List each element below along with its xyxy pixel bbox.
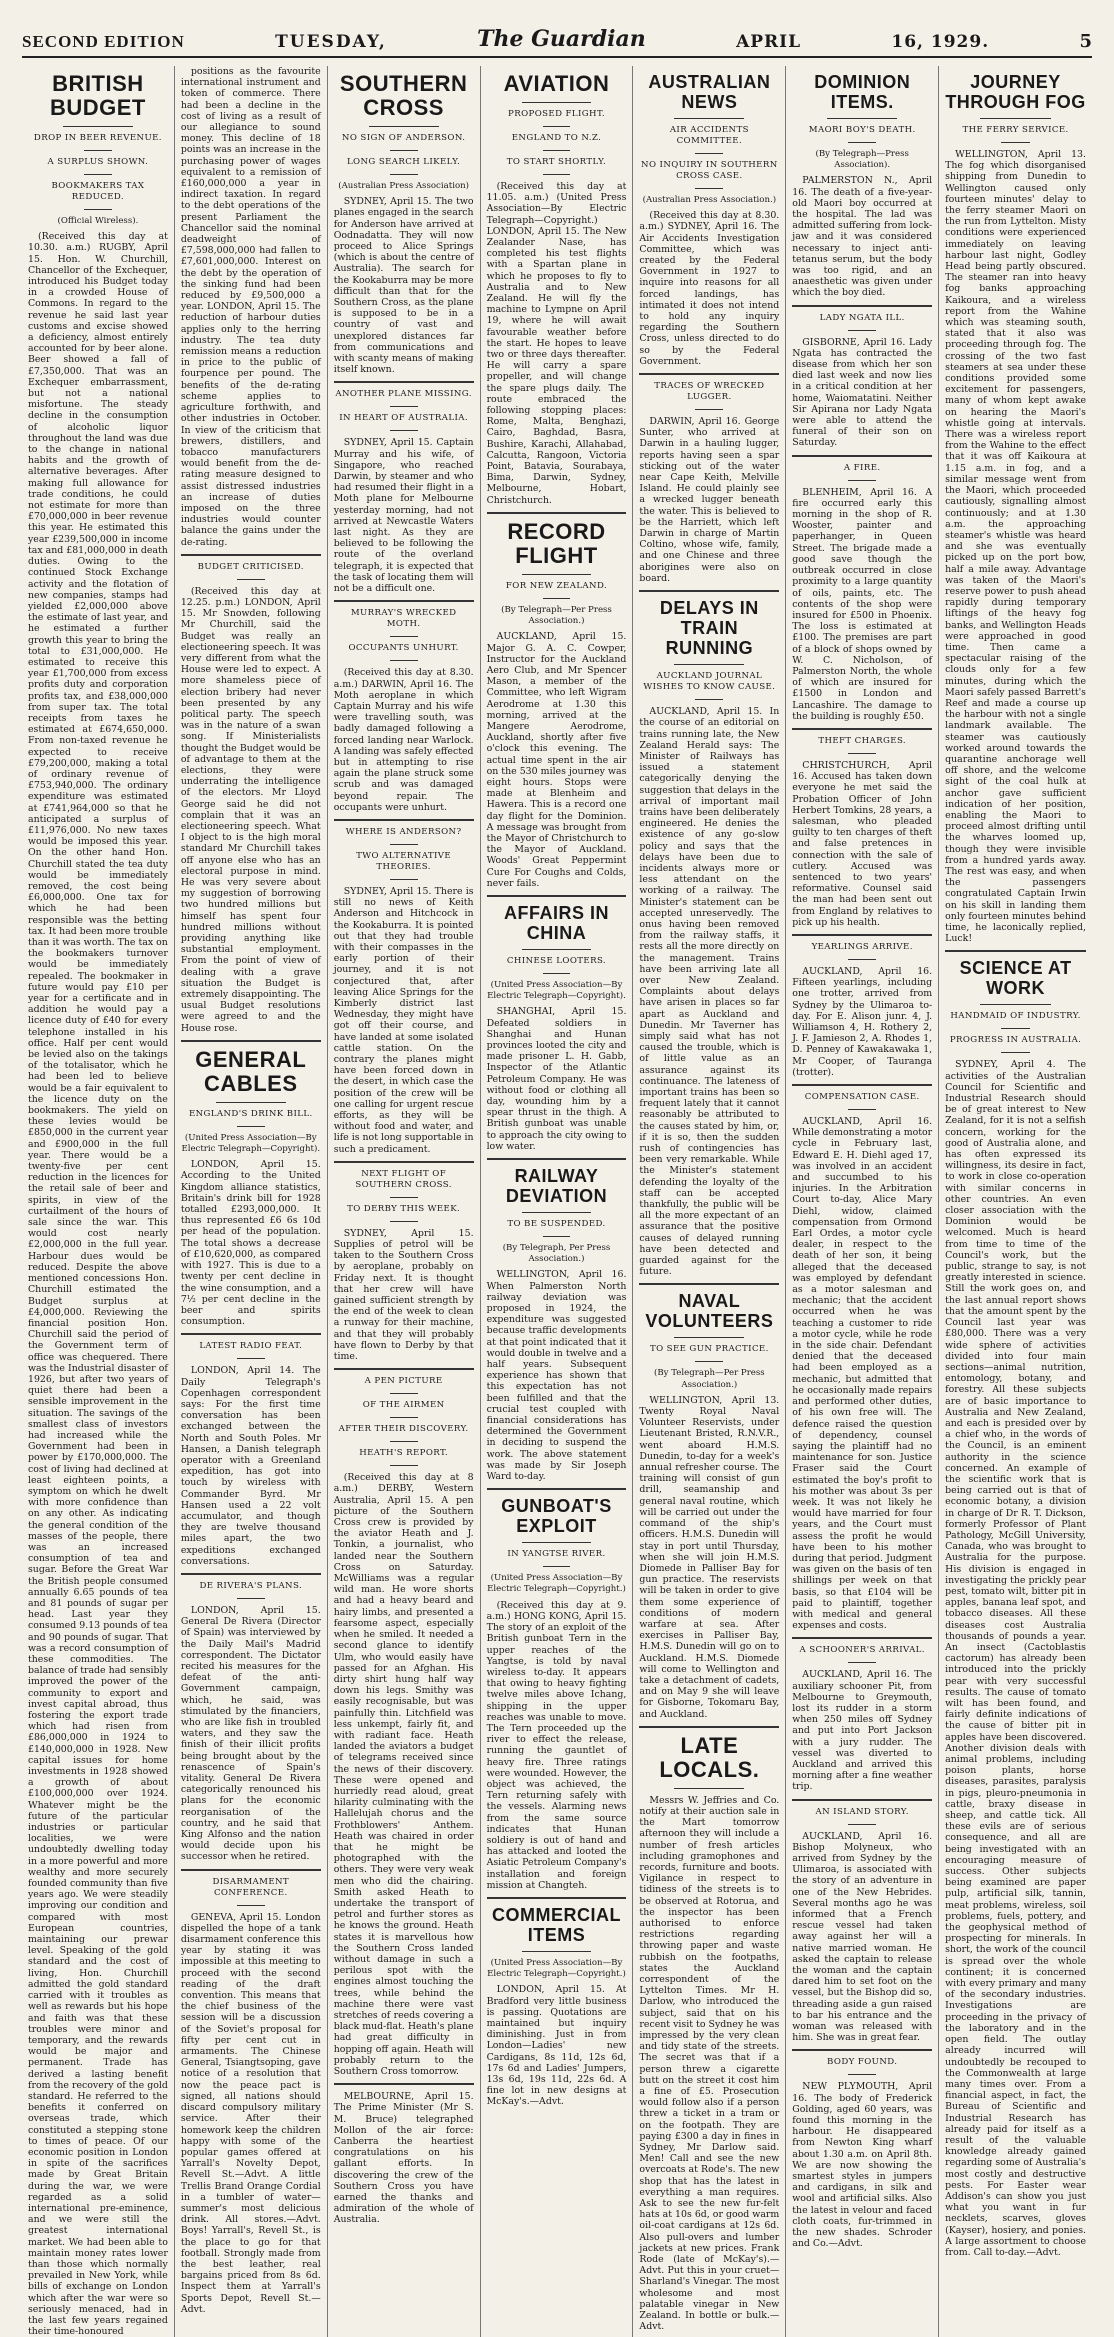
divider bbox=[390, 1465, 418, 1466]
article-subheading: NO INQUIRY IN SOUTHERN CROSS CASE. bbox=[641, 160, 778, 181]
article-headline: SOUTHERN CROSS bbox=[339, 71, 468, 120]
article-subheading: ANOTHER PLANE MISSING. bbox=[335, 389, 472, 400]
article-subheading: MAORI BOY'S DEATH. bbox=[808, 125, 916, 135]
divider bbox=[695, 1361, 723, 1362]
divider bbox=[390, 1197, 418, 1198]
article-subheading: ENGLAND'S DRINK BILL. bbox=[188, 1108, 313, 1119]
divider bbox=[848, 480, 876, 481]
article-subheading: PROPOSED FLIGHT. bbox=[508, 109, 605, 119]
article-divider bbox=[334, 381, 474, 383]
divider bbox=[84, 209, 112, 210]
column-2 bbox=[175, 66, 328, 2337]
article-source: (By Telegraph—Per Press Association.) bbox=[653, 1368, 765, 1390]
article-headline: SCIENCE AT WORK bbox=[959, 958, 1072, 999]
article-text: GENEVA, April 15. London dispelled the hope of a tank disarmament conference this year by stating it was impossible at this meeting to proceed with the second reading of the draft convention. This means that the chief business of the session will be a discussion of the Soviet's proposal for fifty per cent cut in armaments. The Chinese General, Tsiangtsoping, gave notice of a resolution that now the peace pact is signed, all nations should discard compulsory military service. After their homework keep the children happy with some of the popular games offered at Yarrall's Novelty Depot, Revell St.—Advt. A little Trellis Brand Orange Cordial in a tumbler of water—summer's most delicious drink. All stores.—Advt. Boys! Yarrall's, Revell St., is the place to go for that football. Strongly made from the best leather, real bargains priced from 8s 6d. Inspect them at Yarrall's Sports Depot, Revell St.—Advt. bbox=[180, 1911, 321, 2315]
article-divider bbox=[639, 373, 779, 375]
divider bbox=[390, 174, 418, 175]
article-body bbox=[28, 231, 168, 2337]
divider bbox=[390, 1417, 418, 1418]
article-body bbox=[487, 1006, 627, 1152]
article-body bbox=[334, 667, 474, 813]
article bbox=[181, 1341, 321, 1575]
article-text: WELLINGTON, April 13. The fog which disorganised shipping from Dunedin to Wellington caused only fourteen minutes' delay to the ferry steamer Maori on the run from Lyttelton. Misty conditions were experienced immediately on leaving harbour last night, Godley Head being partly obscured. The steamer ran into heavy fog banks approaching Kaikoura, and a wireless report from the Wahine which was steaming south, stated that it also was proceeding through fog. The crossing of the two fast steamers at sea under these conditions provided some excitement for passengers, many of whom kept awake on hearing the Maori's whistle going at intervals. There was a wireless report from the Wahine to the effect that it was off Kaikoura at 1.15 a.m. in fog, and a similar message went from the Maori, which proceeded cautiously, signalling almost continuously; and at 1.30 a.m. the approaching steamer's whistle was heard and she was eventually picked up on the port bow, half a mile away. Advantage was taken of the Maori's reserve power to push ahead rapidly during temporary liftings of the heavy fog banks, and Wellington Heads were approached in good time. Then came a spectacular raising of the clouds only for a few minutes, during which the Maori safely passed Barrett's Reef and made a course up the harbour with not a single landmark available. The steamer was cautiously worked around towards the quarantine anchorage well off shore, and the welcome sight of the coal hulk at anchor gave sufficient indication of her position, enabling the Maori to proceed almost drifting until the wharves loomed up, though they were invisible from a hundred yards away. The rest was easy, and when the passengers congratulated Captain Irwin on his skill in landing them only fourteen minutes behind time, he laconically replied, Luck! bbox=[945, 149, 1086, 945]
article bbox=[639, 1734, 779, 2333]
article bbox=[639, 72, 779, 375]
article-text: SYDNEY, April 4. The activities of the Australian Council for Scientific and Industrial Research should be of great interest to New Zealand, for it is not a selfish concern, working for the good of Australia alone, and has often expressed its willingness, its desire in fact, to work in close co-operation with similar concerns in other countries. An even closer association with the Dominion would be welcomed. Much is heard from time to time of the Council's work, but the public, strange to say, is not greatly interested in science. Still the work goes on, and the last annual report shows that the amount spent by the Council last year was £80,000. There was a very wide sphere of activities divided into four main sections—animal nutrition, entomology, botany, and forestry. All these subjects are of basic importance to Australia and New Zealand, and each is presided over by a chief who, in the words of the Council, is an eminent authority in the science concerned. An example of the scientific work that is being carried out is that of economic botany, a division in charge of Dr R. T. Dickson, formerly Professor of Plant Pathology, McGill University, Canada, who was brought to Australia for the purpose. His division is engaged in investigating the prickly pear pest, tomato wilt, bitter pit in apples, banana leaf spot, and tobacco diseases. All these diseases cost Australia thousands of pounds a year. An insect (Cactoblastis cactorum) has already been introduced into the prickly pear with very successful results. The cause of tomato wilt has been found, and fairly definite indications of the cause of bitter pit in apples have been discovered. Another division deals with animal problems, including poison plants, horse diseases, parasites, paralysis in pigs, pleuro-pneumonia in cattle, braxy disease in sheep, and cattle tick. All these evils are of serious consequence, and all are being investigated with an encouraging measure of success. Other subjects being examined are paper pulp, artificial silk, tannin, meat problems, wireless, soil problems, fuels, pottery, and the geophysical method of prospecting for minerals. In short, the work of the council is spread over the whole continent; it is concerned with every primary and many of the secondary industries. Investigations are proceeding in the privacy of the laboratory and in the open field. The outlay already incurred will undoubtedly be recouped to the Commonwealth at large many times over. From a financial aspect, in fact, the Bureau of Scientific and Industrial Research has already paid for itself as a result of the valuable knowledge already gained regarding some of Australia's most costly and destructive pests. For Easter wear Addison's can show you just what you want in fur necklets, scarves, gloves (Kayser), hosiery, and ponies. A large assortment to choose from. Call to-day.—Advt. bbox=[945, 1059, 1086, 2258]
article-subheading: DROP IN BEER REVENUE. bbox=[33, 133, 162, 143]
article-subheading: TRACES OF WRECKED LUGGER. bbox=[654, 381, 765, 403]
article bbox=[487, 903, 627, 1160]
article-text: PALMERSTON N., April 16. The death of a five-year-old Maori boy occurred at the hospital. The lad was admitted suffering from lock-jaw and it was considered necessary to inject anti-tetanus serum, but the body was too rigid, and an anaesthetic was given under which the boy died. bbox=[792, 175, 933, 299]
article-subheading: HEATH'S REPORT. bbox=[359, 1448, 449, 1459]
article-body bbox=[334, 886, 474, 1155]
article-body bbox=[487, 631, 627, 889]
article-subheading: COMPENSATION CASE. bbox=[804, 1092, 920, 1103]
article-source: (Official Wireless). bbox=[57, 216, 139, 226]
article-text: WELLINGTON, April 16. When Palmerston North railway deviation was proposed in 1924, the expenditure was suggested because traffic developments at that point indicated that it would double in twelve and a half years. Subsequent experience has shown that this expectation has not been fulfilled and that the crucial test coupled with financial considerations has determined the Government in deciding to suspend the work. The above statement was made by Sir Joseph Ward to-day. bbox=[486, 1269, 627, 1483]
divider bbox=[695, 153, 723, 154]
article-text: AUCKLAND, April 16. While demonstrating a motor cycle in February last, Edward E. H. Diehl aged 17, was involved in an accident and succumbed to his injuries. In the Arbitration Court to-day, Alice Mary Diehl, widow, claimed compensation from Ormond Earl Ordes, a motor cycle dealer, in respect to the death of her son, it being alleged that the deceased was employed by defendant as a motor salesman and mechanic; that the accident occurred when he was teaching a customer to ride a motor cycle, while he rode in the side chair. Defendant denied that the deceased had been employed as a mechanic, but admitted that he occasionally made repairs and performed other duties, of his own free will. The defence raised the question of dependency, counsel saying the plaintiff had no maintenance for son. Justice Fraser said the Court estimated the boy's profit to his mother was about 3s per week. It was not likely he would have married for four years, and the Court must assess the profit he would have been to his mother during that period. Judgment was given on the basis of ten shillings per week on that basis, so that £104 will be paid to plaintiff, together with medical and general expenses and costs. bbox=[792, 1116, 933, 1632]
article-body bbox=[792, 1669, 932, 1792]
column-4 bbox=[481, 66, 634, 2337]
article-text: SYDNEY, April 15. Captain Murray and his wife, of Singapore, who reached Darwin, by steamer and who had resumed their flight in a Moth plane for Melbourne yesterday morning, had not arrived at Newcastle Waters last night. As they are believed to be following the route of the overland telegraph, it is expected that the task of locating them will not be a difficult one. bbox=[333, 437, 474, 595]
article-divider bbox=[334, 600, 474, 602]
article bbox=[487, 1905, 627, 2108]
article-text: DARWIN, April 16. George Sunter, who arrived at Darwin in a hauling lugger, reports having seen a spar sticking out of the water near Cape Keith, Melville Island. He could plainly see a wrecked lugger beneath the water. This is believed to be the Harriett, which left Darwin in charge of Martin Coltino, whose wife, family, and one Chinese and three aborigines were also on board. bbox=[639, 416, 780, 584]
article-text: (Received this day at 8.30. a.m.) SYDNEY, April 16. The Air Accidents Investigation Committee, which was created by the Federal Government in 1927 to inquire into reasons for all forced landings, has intimated it does not intend to hold any inquiry regarding the Southern Cross, unless directed to do so by the Federal Government. bbox=[639, 210, 780, 367]
article-source: (By Telegraph, Per Press Association.) bbox=[502, 1243, 611, 1265]
article-text: SYDNEY, April 15. There is still no news of Keith Anderson and Hitchcock in the Kookaburra. It is pointed out that they had trouble with their compasses in the early portion of their journey, and it is not conjectured that, after leaving Alice Springs for the Kimberly district last Wednesday, they might have got off their course, and have landed at some isolated cattle station. On the contrary the planes might have been forced down in the desert, in which case the position of the crew will be one calling for urgent rescue efforts, as they will be without food and water, and life is not long supportable in such a predicament. bbox=[333, 885, 474, 1155]
article-body bbox=[792, 2081, 932, 2249]
article-text: (Received this day at 8.30. a.m.) DARWIN, April 16. The Moth aeroplane in which Captain Murray and his wife were travelling south, was badly damaged following a forced landing near Warlock. A landing was safely effected but in attempting to rise again the plane struck some scrub and was damaged beyond repair. The occupants were unhurt. bbox=[333, 667, 474, 813]
article bbox=[945, 72, 1086, 952]
article-body bbox=[181, 1159, 321, 1327]
article-text: NEW PLYMOUTH, April 16. The body of Frederick Golding, aged 60 years, was found this morning in the harbour. He disappeared from Newton King wharf about 1.30 a.m. on April 8th. We are now showing the smartest styles in jumpers and cardigans, in silk and wool and artificial silks. Also the latest in velour and faced cloth coats, fur-trimmed in the new shades. Schroder and Co.—Advt. bbox=[792, 2081, 933, 2250]
divider bbox=[674, 664, 744, 665]
article-source: (United Press Association—By Electric Telegraph—Copyright). bbox=[487, 979, 626, 1002]
article-divider bbox=[334, 1161, 474, 1163]
day-label: TUESDAY, bbox=[275, 32, 387, 52]
article-subheading: AN ISLAND STORY. bbox=[815, 1806, 909, 1817]
article-subheading: OF THE AIRMEN bbox=[362, 1400, 445, 1411]
article-subheading: LADY NGATA ILL. bbox=[819, 312, 905, 323]
article-divider bbox=[487, 512, 627, 514]
article-text: WELLINGTON, April 13. Twenty Royal Naval Volunteer Reservists, under Lieutenant Bristed, R.N.V.R., went aboard H.M.S. Dunedin, to-day for a week's annual refresher course. The training will consist of gun drill, seamanship and general naval routine, which will be carried out under the command of the ship's officers. H.M.S. Dunedin will stay in port until Thursday, when she will join H.M.S. Diomede in Palliser Bay for gun practice. The reservists will be taken in order to give them some experience of conditions of modern warfare at sea. After exercises in Palliser Bay, H.M.S. Dunedin will go on to Auckland. H.M.S. Diomede will come to Wellington and take a detachment of cadets, and on May 9 she will leave for Gisborne, Tokomaru Bay, and Auckland. bbox=[639, 1394, 780, 1720]
divider bbox=[216, 1102, 286, 1103]
article-subheading: IN HEART OF AUSTRALIA. bbox=[339, 413, 468, 424]
article-body bbox=[181, 586, 321, 1034]
divider bbox=[848, 142, 876, 143]
article bbox=[487, 1496, 627, 1899]
divider bbox=[522, 574, 592, 575]
article-subheading: MURRAY'S WRECKED MOTH. bbox=[350, 608, 457, 630]
article-divider bbox=[639, 590, 779, 592]
divider bbox=[522, 1951, 592, 1952]
article-body bbox=[639, 210, 779, 367]
article-divider bbox=[181, 1869, 321, 1871]
article-source: (Australian Press Association.) bbox=[642, 195, 777, 205]
column-7 bbox=[939, 66, 1092, 2337]
article-subheading: YEARLINGS ARRIVE. bbox=[811, 941, 913, 952]
divider bbox=[543, 973, 571, 974]
article-text: LONDON, April 15. At Bradford very little business is passing. Quotations are maintained but inquiry diminishing. Just in from London—Ladies' new Cardigans, 8s 11d, 12s 6d, 17s 6d and Ladies' Jumpers, 13s 6d, 19s 11d, 22s 6d. A fine lot in new designs at McKay's.—Advt. bbox=[486, 1984, 627, 2108]
article-body bbox=[334, 2091, 474, 2225]
article-text: SYDNEY, April 15. Supplies of petrol will be taken to the Southern Cross by aeroplane, probably on Friday next. It is thought that her crew will have gained sufficient strength by the end of the week to clean a runway for their machine, and that they will probably have flown to Derby by that time. bbox=[333, 1227, 474, 1363]
divider bbox=[390, 636, 418, 637]
month-label: APRIL bbox=[736, 32, 802, 52]
divider bbox=[848, 1662, 876, 1663]
article-subheading: IN YANGTSE RIVER. bbox=[507, 1549, 606, 1560]
divider bbox=[848, 1824, 876, 1825]
article bbox=[181, 1048, 321, 1335]
divider bbox=[848, 753, 876, 754]
article-text: AUCKLAND, April 15. Major G. A. C. Cowper, Instructor for the Auckland Aero Club, and Mr Spencer Mason, a member of the Committee, who left Wigram Aerodrome at 1.30 this morning, arrived at the Mangere Aerodrome, Auckland, shortly after five o'clock this evening. The actual time spent in the air on the 530 miles journey was eight hours. Stops were made at Blenheim and Hawera. This is a record one day flight for the Dominion. A message was brought from the Mayor of Christchurch to the Mayor of Auckland. Woods' Great Peppermint Cure For Coughs and Colds, never fails. bbox=[486, 631, 627, 889]
article-subheading: BODY FOUND. bbox=[827, 2057, 898, 2068]
article-subheading: DE RIVERA'S PLANS. bbox=[199, 1580, 303, 1591]
article-headline: COMMERCIAL ITEMS bbox=[491, 1904, 621, 1945]
article-subheading: TO START SHORTLY. bbox=[506, 157, 607, 167]
article-subheading: CHINESE LOOTERS. bbox=[506, 955, 607, 966]
article-body bbox=[334, 196, 474, 375]
article bbox=[334, 827, 474, 1163]
article-body bbox=[334, 437, 474, 594]
paper-logo: The Guardian bbox=[477, 26, 646, 52]
divider bbox=[848, 959, 876, 960]
edition-label: SECOND EDITION bbox=[22, 32, 185, 51]
article-headline: RECORD FLIGHT bbox=[507, 518, 606, 568]
article-headline: GENERAL CABLES bbox=[195, 1046, 307, 1096]
article bbox=[792, 72, 932, 307]
article-subheading: AUCKLAND JOURNAL WISHES TO KNOW CAUSE. bbox=[643, 671, 776, 693]
article bbox=[792, 463, 932, 730]
article-subheading: NO SIGN OF ANDERSON. bbox=[341, 133, 466, 143]
article-divider bbox=[181, 554, 321, 556]
divider bbox=[237, 1358, 265, 1359]
article-divider bbox=[334, 1368, 474, 1370]
article-body bbox=[945, 149, 1086, 944]
article-text: CHRISTCHURCH, April 16. Accused has taken down everyone he met said the Probation Officer of John Herbert Tomkins, 28 years, a salesman, who pleaded guilty to ten charges of theft and false pretences in connection with the sale of cutlery. Accused was sentenced to two years' reformative. Counsel said the man had been sent out from England by relatives to pick up his health. bbox=[792, 759, 933, 928]
article-divider bbox=[792, 2049, 932, 2051]
article-divider bbox=[792, 728, 932, 730]
article-subheading: NEXT FLIGHT OF SOUTHERN CROSS. bbox=[355, 1168, 452, 1190]
article-divider bbox=[487, 1158, 627, 1160]
article-text: MELBOURNE, April 15. The Prime Minister (Mr S. M. Bruce) telegraphed Mollon of the air force: Canberra the heartiest congratulations on his gallant efforts. In discovering the crew of the Southern Cross you have earned the thanks and admiration of the whole of Australia. bbox=[333, 2091, 474, 2226]
article-subheading: A FIRE. bbox=[843, 462, 881, 473]
article-headline: NAVAL VOLUNTEERS bbox=[645, 1291, 774, 1332]
divider bbox=[522, 1212, 592, 1213]
article-divider bbox=[181, 1573, 321, 1575]
divider bbox=[543, 126, 571, 127]
article-body bbox=[639, 1795, 779, 2333]
article-divider bbox=[792, 934, 932, 936]
divider bbox=[390, 844, 418, 845]
article-divider bbox=[334, 2083, 474, 2085]
article-body bbox=[181, 1605, 321, 1863]
article-subheading: DISARMAMENT CONFERENCE. bbox=[212, 1876, 290, 1898]
divider bbox=[237, 1905, 265, 1906]
article-subheading: OCCUPANTS UNHURT. bbox=[348, 643, 459, 654]
article bbox=[334, 72, 474, 383]
divider bbox=[522, 1542, 592, 1543]
divider bbox=[522, 949, 592, 950]
date-label: 16, 1929. bbox=[891, 32, 990, 52]
article-text: (Received this day at 11.05. a.m.) (United Press Association—By Electric Telegraph—Copyright.) LONDON, April 15. The New Zealander Nase, has completed his test flights with a Spartan plane in which he proposes to fly to Australia and to New Zealand. He will fly the machine to Lympne on April 19, where he will await favourable weather before the start. He hopes to leave two or three days thereafter. He will carry a spare propeller, and will change the spare plugs daily. The route embraced the following stopping places: Rome, Malta, Benghazi, Cairo, Baghdad, Basra, Bushire, Karachi, Allahabad, Calcutta, Rangoon, Victoria Point, Batavia, Sourabaya, Bima, Darwin, Sydney, Melbourne, Hobart, Christchurch. bbox=[486, 181, 627, 506]
divider bbox=[674, 1788, 744, 1789]
article-divider bbox=[487, 1897, 627, 1899]
article-text: LONDON, April 15. According to the United Kingdom alliance statistics, Britain's drink bill for 1928 totalled £293,000,000. It thus represented £6 6s 10d per head of the population. The total shows a decrease of £10,620,000, as compared with 1927. This is due to a twenty per cent decline in the wine consumption, and a 7½ per cent decline in the beer and spirits consumption. bbox=[180, 1159, 321, 1328]
article-headline: DOMINION ITEMS. bbox=[814, 72, 911, 112]
article bbox=[181, 1877, 321, 2315]
article-text: LONDON, April 15. General De Rivera (Director of Spain) was interviewed by the Daily Mail's Madrid correspondent. The Dictator recited his measures for the defeat of the anti-Government campaign, which, he said, was stimulated by the financiers, who are like fish in troubled waters, and they saw the finish of their illicit profits being brought about by the renascence of Spain's vitality. General De Rivera categorically renounced his plans for the economic reorganisation of the country, and he said that King Alfonso and the nation would decide upon his successor when he retired. bbox=[180, 1604, 321, 1863]
article-subheading: LATEST RADIO FEAT. bbox=[199, 1341, 303, 1352]
divider bbox=[695, 699, 723, 700]
divider bbox=[827, 118, 897, 119]
article bbox=[487, 72, 627, 514]
article-subheading: AFTER THEIR DISCOVERY. bbox=[338, 1424, 469, 1435]
article-headline: DELAYS IN TRAIN RUNNING bbox=[659, 598, 759, 659]
article-body bbox=[792, 487, 932, 722]
article-subheading: BOOKMAKERS TAX REDUCED. bbox=[51, 181, 145, 202]
article-source: (By Telegraph—Per Press Association.) bbox=[501, 604, 612, 627]
article-headline: AFFAIRS IN CHINA bbox=[503, 902, 609, 943]
article bbox=[639, 1291, 779, 1727]
divider bbox=[848, 330, 876, 331]
article-headline: GUNBOAT'S EXPLOIT bbox=[501, 1496, 612, 1537]
article-divider bbox=[487, 1488, 627, 1490]
article-subheading: FOR NEW ZEALAND. bbox=[505, 580, 608, 591]
article-divider bbox=[639, 1726, 779, 1728]
article-subheading: A SCHOONER'S ARRIVAL. bbox=[799, 1645, 925, 1656]
divider bbox=[695, 409, 723, 410]
divider bbox=[237, 579, 265, 580]
article-headline: RAILWAY DEVIATION bbox=[505, 1166, 608, 1207]
column-6 bbox=[786, 66, 939, 2337]
article-text: (Received this day at 8 a.m.) DERBY, Western Australia, April 15. A pen picture of the Southern Cross crew is provided by the aviator Heath and J. Tonkin, a journalist, who landed near the Southern Cross on Saturday. McWilliams was a regular wild man. He wore shorts and had a heavy beard and hairy limbs, and presented a fearsome aspect, especially when he smiled. It needed a second glance to identify Ulm, who would easily have passed for an Afghan. His dirty shirt hung half way down his legs. Smithy was easily recognisable, but was painfully thin. Litchfield was less unkempt, fairly fit, and with radiant face. Heath landed the aviators a budget of telegrams received since the news of their discovery. These were opened and hurriedly read aloud, great hilarity culminating with the Hallelujah chorus and the Frothblowers' Anthem. Heath was chaired in order that he might be photographed with the others. They were very weak men who did the chairing. Smith asked Heath to undertake the transport of petrol and further stores as he knows the ground. Heath states it is marvellous how the Southern Cross landed without damage in such a perilous spot with the engines almost touching the trees, while behind the machine there were vast stretches of reeds covering a black mud-flat. Heath's plane had great difficulty in hopping off again. Heath will probably return to the Southern Cross tomorrow. bbox=[333, 1472, 474, 2078]
article-text: AUCKLAND, April 15. In the course of an editorial on trains running late, the New Zealand Herald says: The Minister of Railways has issued a statement categorically denying the suggestion that delays in the arrival of important mail trains have been deliberately engineered. He denies the existence of any go-slow policy and says that the delays have been due to incidents always more or less attendant on the working of a railway. The Minister's statement can be accepted unreservedly. The onus having been removed from the railway staffs, it rests all the more directly on the management. Trains have been arriving late all over New Zealand. Complaints about delays have arisen in places so far apart as Auckland and Dunedin. Mr Taverner has simply said what has not caused the trouble, which is of little value as an assurance against its continuance. The lateness of important trains has been so frequent lately that it cannot reasonably be attributed to the causes stated by him, or, if it is so, then the sudden rush of contingencies has been very remarkable. While the Minister's statement defending the loyalty of the staff can be accepted thankfully, the public will be all the more expectant of an assurance that the positive causes of delayed running have been detected and guarded against for the future. bbox=[639, 706, 780, 1278]
article-divider bbox=[334, 819, 474, 821]
article bbox=[792, 1645, 932, 1800]
article-subheading: A SURPLUS SHOWN. bbox=[47, 157, 149, 167]
divider bbox=[1001, 1028, 1029, 1029]
article bbox=[792, 1092, 932, 1639]
article-body bbox=[487, 1269, 627, 1482]
article bbox=[181, 562, 321, 1042]
article-text: AUCKLAND, April 16. The auxiliary schooner Pit, from Melbourne to Greymouth, lost its rudder in a storm when 250 miles off Sydney and put into Port Jackson with a jury rudder. The vessel was diverted to Auckland and arrived this morning after a fine weather trip. bbox=[792, 1669, 933, 1793]
article-source: (United Press Association—By Electric Telegraph—Copyright). bbox=[181, 1132, 321, 1155]
article-divider bbox=[945, 950, 1086, 952]
article-divider bbox=[792, 1799, 932, 1801]
divider bbox=[390, 879, 418, 880]
article-body bbox=[181, 1365, 321, 1567]
divider bbox=[543, 1566, 571, 1567]
article-source: (United Press Association—By Electric Telegraph—Copyright.) bbox=[487, 1957, 626, 1980]
divider bbox=[369, 126, 439, 127]
article bbox=[792, 2057, 932, 2249]
article-subheading: THEFT CHARGES. bbox=[818, 735, 907, 746]
column-3 bbox=[328, 66, 481, 2337]
article-body bbox=[792, 966, 932, 1078]
article bbox=[945, 958, 1086, 2258]
divider bbox=[63, 126, 133, 127]
divider bbox=[848, 1109, 876, 1110]
page-number: 5 bbox=[1079, 31, 1092, 52]
article bbox=[487, 1166, 627, 1490]
article-body bbox=[792, 175, 932, 298]
article-headline: BRITISH BUDGET bbox=[49, 71, 146, 120]
article-body bbox=[181, 66, 321, 548]
article-text: LONDON, April 14. The Daily Telegraph's Copenhagen correspondent says: For the first time conversation has been exchanged between the North and South Poles. Mr Hansen, a Danish telegraph operator with a Greenland expedition, has got into touch by wireless with Commander Byrd. Mr Hansen used a 22 volt accumulator, and though they are twelve thousand miles apart, the two expeditions exchanged conversations. bbox=[180, 1365, 321, 1567]
article-subheading: A PEN PICTURE bbox=[364, 1376, 443, 1387]
divider bbox=[543, 174, 571, 175]
article-body bbox=[487, 181, 627, 506]
article bbox=[334, 1169, 474, 1370]
article-body bbox=[792, 1831, 932, 2044]
column-5 bbox=[633, 66, 786, 2337]
article bbox=[181, 1581, 321, 1871]
article-headline: LATE LOCALS. bbox=[659, 1732, 760, 1782]
article-text: AUCKLAND, April 16. Fifteen yearlings, including one trotter, arrived from Sydney by the Ulimaroa to-day. For E. Alison junr. 4, J. Williamson 4, H. Rothery 2, J. F. Jamieson 2, A. Rhodes 1, D. Penney of Kawakawaka 1, Mr Cooper, of Tauranga (trotter). bbox=[792, 965, 933, 1078]
article-body bbox=[334, 1228, 474, 1362]
article-subheading: BUDGET CRITICISED. bbox=[197, 561, 304, 572]
divider bbox=[1001, 142, 1029, 143]
divider bbox=[543, 598, 571, 599]
divider bbox=[237, 1598, 265, 1599]
article-text: (Received this day at 9. a.m.) HONG KONG, April 15. The story of an exploit of the British gunboat Tern in the upper reaches of the Yangtse, is told by naval wireless to-day. It appears that owing to heavy fighting twelve miles above Ichang, shipping in the upper reaches was unable to move. The Tern proceeded up the river to effect the release, running the gauntlet of heavy fire. Three ratings were wounded. However, the object was achieved, the Tern returning safely with the vessels. Alarming news from the same source indicates that Hunan soldiery is out of hand and has attacked and looted the Asiatic Petroleum Company's installation and foreign mission at Changteh. bbox=[486, 1599, 627, 1891]
article-subheading: THE FERRY SERVICE. bbox=[962, 125, 1069, 135]
article-subheading: HANDMAID OF INDUSTRY. bbox=[950, 1011, 1081, 1022]
divider bbox=[84, 174, 112, 175]
article-source: (Australian Press Association) bbox=[338, 181, 470, 191]
divider bbox=[390, 150, 418, 151]
divider bbox=[390, 1221, 418, 1222]
article bbox=[487, 520, 627, 897]
article-text: BLENHEIM, April 16. A fire occurred early this morning in the shop of R. Wooster, painter and paperhanger, in Queen Street. The brigade made a good save though the outbreak occurred in close proximity to a large quantity of oils, paints, etc. The contents of the shop were insured for £500 in Phoenix. The loss is estimated at £100. The premises are part of a block of shops owned by W. C. Nicholson, of Palmerston North, the whole of which are insured for £1500 in London and Lancashire. The damage to the building is roughly £50. bbox=[792, 486, 933, 722]
article-text: SYDNEY, April 15. The two planes engaged in the search for Anderson have arrived at Oodnadatta. They will now proceed to Alice Springs (which is about the centre of Australia). The search for the Kookaburra may be more difficult than that for the Southern Cross, as the plane is supposed to be in a country of vast and unexplored distances far from communications and with scanty means of making itself known. bbox=[333, 196, 474, 376]
divider bbox=[1001, 1052, 1029, 1053]
article-divider bbox=[181, 1040, 321, 1042]
article-headline: AUSTRALIAN NEWS bbox=[648, 72, 771, 112]
article-subheading: ENGLAND TO N.Z. bbox=[511, 133, 602, 143]
article bbox=[334, 389, 474, 602]
article-body bbox=[487, 1984, 627, 2107]
article bbox=[334, 2091, 474, 2225]
article-text: (Received this day at 10.30. a.m.) RUGBY, April 15. Hon. W. Churchill, Chancellor of the Exchequer, introduced his Budget today in a crowded House of Commons. In regard to the revenue he said last year customs and excise showed a deficiency, almost entirely accounted for by beer alone. Beer showed a fall of £7,350,000. That was an Exchequer embarrassment, but not a national misfortune. The steady decline in the consumption of alcoholic liquor throughout the land was due to the change in national habits and the growth of alternative beverages. After making full allowance for trade conditions, he could not estimate for more than £70,000,000 in beer revenue this year. He estimated this year £239,500,000 in income tax and £81,000,000 in death duties. Owing to the continued Stock Exchange activity and the flotation of new companies, stamps had yielded £2,000,000 above the estimate of last year, and he estimated a further growth this year to bring the total to £31,000,000. He estimated to receive this year £1,700,000 from excess profits duty and corporation profits tax, and £38,000,000 from super tax. The total receipts from taxes he estimated at £674,650,000. From non-taxed revenue he expected to receive £79,200,000, making a total of ordinary revenue of £753,940,000. The ordinary expenditure was estimated at £741,964,000 so that he anticipated a surplus of £11,976,000. No new taxes would be imposed this year. On the other hand Hon. Churchill stated the tea duty would be immediately removed, the cost being £6,000,000. One tax for which he had been responsible was the betting tax. It had been more trouble than it was worth. The tax on the bookmakers turnover would be immediately repealed. The bookmaker in future would pay £10 per year for a certificate and in addition he would pay a licence duty of £40 for every telephone installed in his office. Half per cent would be levied also on the takings of the totalisator, which he had been led to believe would be a fair equivalent to the licence duty on the bookmakers. The yield on these levies would be £850,000 in the current year and £900,000 in the full year. There would be a twenty-five per cent reduction in the licences for the retail sale of beer and spirits, in view of the curtailment of the hours of sale since the war. This would cost nearly £2,000,000 in the full year. Harbour dues would be reduced. Despite the above mentioned concessions Hon. Churchill estimated the Budget surplus at £4,000,000. Reviewing the financial position Hon. Churchill said the period of the Government term of office was chequered. There was the Industrial disaster of 1926, but after two years of quiet there had been a sensible improvement in the situation. The savings of the smallest class of investors had increased while the Government had been in power by £170,000,000. The cost of living had declined at least eighteen points, a symptom on which he dwelt with more confidence than on any other. As indicating the general condition of the masses of the people, there was an increased consumption of tea and sugar. Before the Great War the British people consumed annually 6.65 pounds of tea and 81 pounds of sugar per head. Last year they consumed 9.13 pounds of tea and 90 pounds of sugar. That was a record consumption of these commodities. The balance of trade had sensibly improved the power of the community to export and invest capital abroad, thus fostering the export trade which had risen from £86,000,000 in 1924 to £140,000,000 in 1928. New capital issues for home investments in 1928 showed a growth of about £100,000,000 over 1924. Whatever might be the future of the particular industries or particular localities, we were undoubtedly dwelling today in a more powerful and more wealthy and more securely founded community than five years ago. We were steadily improving our condition and compared with most European countries, maintaining our prewar level. Speaking of the gold standard and the cost of living, Hon. Churchill admitted the gold standard carried with it troubles as well as rewards but his hope and faith was that these troubles were minor and temporary, and the rewards would be major and permanent. Trade has derived a lasting benefit from the recovery of the gold standard. He referred to the benefits it conferred on overseas trade, which constituted a stepping stone to times of peace. Of our economic position in London in spite of the sacrifices made by Great Britain during the war, we were regarded as a solid international pre-eminence, and we were still the greatest international market. We had been able to maintain money rates lower than those which normally prevailed in New York, while bills of exchange on London which after the war were so seriously menaced, had in the last few years regained their time-honoured bbox=[28, 231, 168, 2337]
article-headline: AVIATION bbox=[503, 71, 610, 96]
column-1 bbox=[22, 66, 175, 2337]
article-divider bbox=[487, 895, 627, 897]
article bbox=[792, 313, 932, 457]
article-body bbox=[792, 337, 932, 449]
article-source: (United Press Association—By Electric Telegraph—Copyright.) bbox=[487, 1573, 626, 1595]
article-body bbox=[487, 1600, 627, 1891]
article-body bbox=[792, 1116, 932, 1631]
divider bbox=[84, 150, 112, 151]
article-body bbox=[639, 1395, 779, 1720]
divider bbox=[543, 1236, 571, 1237]
divider bbox=[522, 102, 592, 103]
article-text: AUCKLAND, April 16. Bishop Molyneux, who arrived from Sydney by the Ulimaroa, is associated with the story of an adventure in one of the New Hebrides. Several months ago he was informed that a French rescue vessel had taken away against her will a native married woman. He asked the captain to release the woman and the captain dared him to set foot on the vessel, but the Bishop did so, threading aside a gun raised to bar his entrance and the woman was released with him. She was in great fear. bbox=[792, 1830, 933, 2044]
article-body bbox=[639, 416, 779, 584]
article-body bbox=[639, 706, 779, 1277]
article-body bbox=[181, 1912, 321, 2315]
article-divider bbox=[639, 1283, 779, 1285]
article-subheading: LONG SEARCH LIKELY. bbox=[346, 157, 461, 167]
article-source: (By Telegraph—Press Association). bbox=[815, 149, 909, 171]
divider bbox=[695, 188, 723, 189]
article bbox=[792, 1807, 932, 2052]
article-divider bbox=[792, 305, 932, 307]
article-text: (Received this day at 12.25. p.m.) LONDON, April 15. Mr Snowden, following Mr Churchill, said the Budget was really an electioneering speech. It was very different from what the House were led to expect. A more shameless piece of election bribery had never been presented by any political party. The speech was in the nature of a swan song. If Ministerialists thought the Budget would be of advantage to them at the elections, they were underrating the intelligence of the electors. Mr Lloyd George said he did not complain that it was an electioneering speech. What I object to is the high moral standard Mr Churchill takes off anyone else who has an electoral purpose in mind. He was very severe about my suggestion of borrowing two hundred millions but himself has spent four hundred millions without providing anything like substantial employment. From the point of view of dealing with a grave situation the Budget is extremely disappointing. The usual Budget resolutions were agreed to and the House rose. bbox=[180, 585, 321, 1034]
article-divider bbox=[792, 455, 932, 457]
divider bbox=[237, 1126, 265, 1127]
divider bbox=[674, 118, 744, 119]
article-text: positions as the favourite international instrument and token of commerce. There had been a decline in the cost of living as a result of our allegiance to sound money. This decline of 18 points was an increase in the purchasing power of wages equivalent to a remission of £160,000,000 a year in indirect taxation. In regard to the debt operations of the present Parliament the Chancellor said the nominal deadweight of £7,598,000,000 had fallen to £7,601,000,000. Interest on the debt by the operation of the sinking fund had been reduced by £9,500,000 a year. LONDON, April 15. The reduction of harbour duties applies only to the herring industry. The tea duty remission means a reduction in price to the public of fourpence per pound. The benefits of the de-rating scheme applies to agriculture forthwith, and other industries in October. In view of the criticism that brewers, distillers, and tobacco manufacturers would benefit from the de-rating measure designed to assist distressed industries an increase of duties imposed on the three industries would counter balance the gains under the de-rating. bbox=[180, 66, 321, 548]
article-subheading: WHERE IS ANDERSON? bbox=[345, 826, 462, 837]
article bbox=[639, 381, 779, 592]
divider bbox=[848, 2074, 876, 2075]
divider bbox=[390, 660, 418, 661]
divider bbox=[390, 430, 418, 431]
article bbox=[334, 608, 474, 821]
article-subheading: TO DERBY THIS WEEK. bbox=[347, 1203, 461, 1214]
article bbox=[792, 942, 932, 1086]
article-subheading: AIR ACCIDENTS COMMITTEE. bbox=[669, 125, 749, 146]
article bbox=[334, 1376, 474, 2085]
article-text: SHANGHAI, April 15. Defeated soldiers in Shanghai and Hunan provinces looted the city and made prisoner L. H. Gabb, Inspector of the Atlantic Petroleum Company. He was without food or clothing all day, wounding him by a spear thrust in the thigh. A British gunboat was unable to approach the city owing to low water. bbox=[486, 1006, 627, 1152]
article-subheading: TWO ALTERNATIVE THEORIES. bbox=[356, 850, 452, 872]
article-headline: JOURNEY THROUGH FOG bbox=[945, 72, 1086, 112]
article bbox=[181, 66, 321, 556]
article-divider bbox=[792, 1637, 932, 1639]
divider bbox=[390, 1441, 418, 1442]
article bbox=[639, 598, 779, 1285]
divider bbox=[980, 118, 1050, 119]
article bbox=[792, 736, 932, 936]
column-grid bbox=[22, 66, 1092, 2337]
article-text: GISBORNE, April 16. Lady Ngata has contracted the disease from which her son died last week and now lies in a critical condition at her home, Waiomatatini. Neither Sir Apirana nor Lady Ngata were able to attend the funeral of their son on Saturday. bbox=[792, 336, 933, 449]
divider bbox=[674, 1337, 744, 1338]
article-text: Messrs W. Jeffries and Co. notify at their auction sale in the Mart tomorrow afternoon they will include a number of fresh articles including gramophones and records, furniture and boots. Vigilance in respect to tidiness of the streets is to be observed at Rotorua, and the inspector has been authorised to enforce restrictions regarding throwing paper and waste rubbish on the footpaths, states the Auckland correspondent of the Lyttelton Times. Mr H. Darlow, who introduced the subject, said that on his recent visit to Sydney he was impressed by the very clean and tidy state of the streets. The secret was that if a person threw a cigarette butt on the street it cost him a fine of £5. Prosecution would follow also if a person threw a ticket in a tram or on the footpath. They are paying £300 a day in fines in Sydney, Mr Darlow said. Men! Call and see the new overcoats at Rode's. The new shop that has the latest in everything a man requires. Ask to see the new fur-felt hats at 10s 6d, or good warm oil-coat cardigans at 12s 6d. Also pull-overs and lumber jackets at new prices. Frank Rode (late of McKay's).—Advt. Put this in your cruet—Sharland's Vinegar. The most wholesome and most palatable vinegar in New Zealand. In bottle or bulk.—Advt. bbox=[639, 1794, 780, 2333]
divider bbox=[390, 406, 418, 407]
article-divider bbox=[792, 1084, 932, 1086]
article-subheading: TO SEE GUN PRACTICE. bbox=[649, 1344, 769, 1355]
divider bbox=[543, 150, 571, 151]
article-subheading: TO BE SUSPENDED. bbox=[507, 1219, 606, 1230]
article-body bbox=[945, 1059, 1086, 2258]
article-subheading: PROGRESS IN AUSTRALIA. bbox=[949, 1035, 1082, 1046]
article-body bbox=[792, 760, 932, 928]
masthead bbox=[22, 24, 1092, 58]
article-divider bbox=[181, 1333, 321, 1335]
article bbox=[28, 72, 168, 2337]
divider bbox=[980, 1004, 1050, 1005]
divider bbox=[390, 1393, 418, 1394]
article-body bbox=[334, 1472, 474, 2077]
